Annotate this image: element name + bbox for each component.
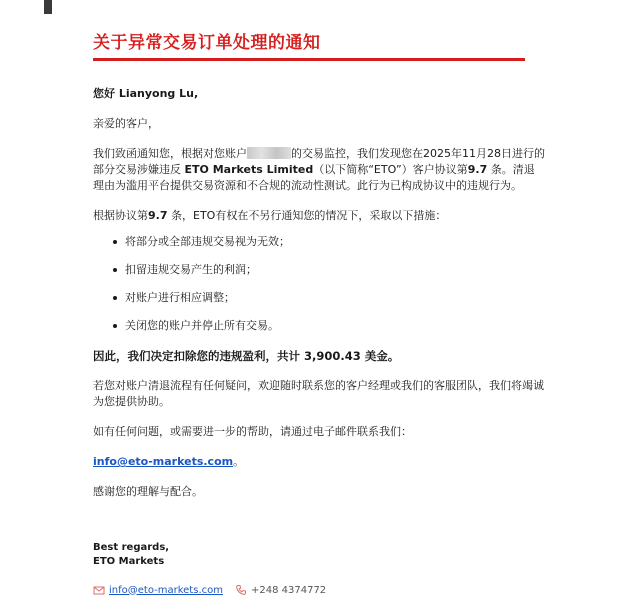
mail-icon [93, 584, 105, 596]
thanks-line: 感谢您的理解与配合。 [93, 485, 203, 498]
paragraph-contact-support: 若您对账户清退流程有任何疑问，欢迎随时联系您的客户经理或我们的客服团队，我们将竭诚为您提供协助。 [93, 379, 544, 408]
deduction-amount: 3,900.43 [304, 349, 361, 363]
paragraph-monitoring: 我们致函通知您，根据对您账户 的交易监控，我们发现您在2025年11月28日进行的部分交易涉嫌违反 ETO Markets Limited（以下简称“ETO”）客户协议第9.7 条。清退理由为滥用平台提供交易资源和不合规的流动性测试。此行为已构成协议中的违规行为。 [93, 147, 545, 192]
decision-statement: 因此，我们决定扣除您的违规盈利，共计 3,900.43 美金。 [93, 349, 400, 363]
salutation: 亲爱的客户， [93, 117, 159, 130]
signoff [93, 541, 169, 569]
list-item: 将部分或全部违规交易视为无效； [113, 234, 545, 262]
footer-phone: +248 4374772 [250, 584, 327, 596]
company-name: ETO Markets Limited [184, 163, 314, 176]
greeting: 您好 Lianyong Lu, [93, 87, 199, 100]
clause-number: 9.7 [148, 209, 168, 222]
list-item: 关闭您的账户并停止所有交易。 [113, 318, 545, 346]
notice-title: 关于异常交易订单处理的通知 [93, 33, 321, 53]
list-item: 扣留违规交易产生的利润； [113, 262, 545, 290]
masked-account-number [247, 147, 291, 159]
footer-email-link[interactable]: info@eto-markets.com [109, 584, 223, 596]
email-line: info@eto-markets.com。 [93, 455, 245, 468]
footer-contact [93, 584, 326, 596]
signoff-company: ETO Markets [93, 556, 165, 567]
paragraph-measures-intro: 根据协议第9.7 条，ETO有权在不另行通知您的情况下，采取以下措施： [93, 209, 447, 222]
notice-body [93, 86, 545, 500]
signoff-greeting: Best regards, [93, 542, 170, 553]
list-item: 对账户进行相应调整； [113, 290, 545, 318]
clause-number: 9.7 [467, 163, 488, 176]
title-divider [93, 58, 525, 61]
measures-list [93, 234, 545, 346]
phone-icon [235, 584, 247, 596]
email-link[interactable]: info@eto-markets.com [93, 455, 234, 468]
top-strip [44, 0, 52, 14]
paragraph-email-intro: 如有任何问题，或需要进一步的帮助，请通过电子邮件联系我们： [93, 425, 412, 438]
